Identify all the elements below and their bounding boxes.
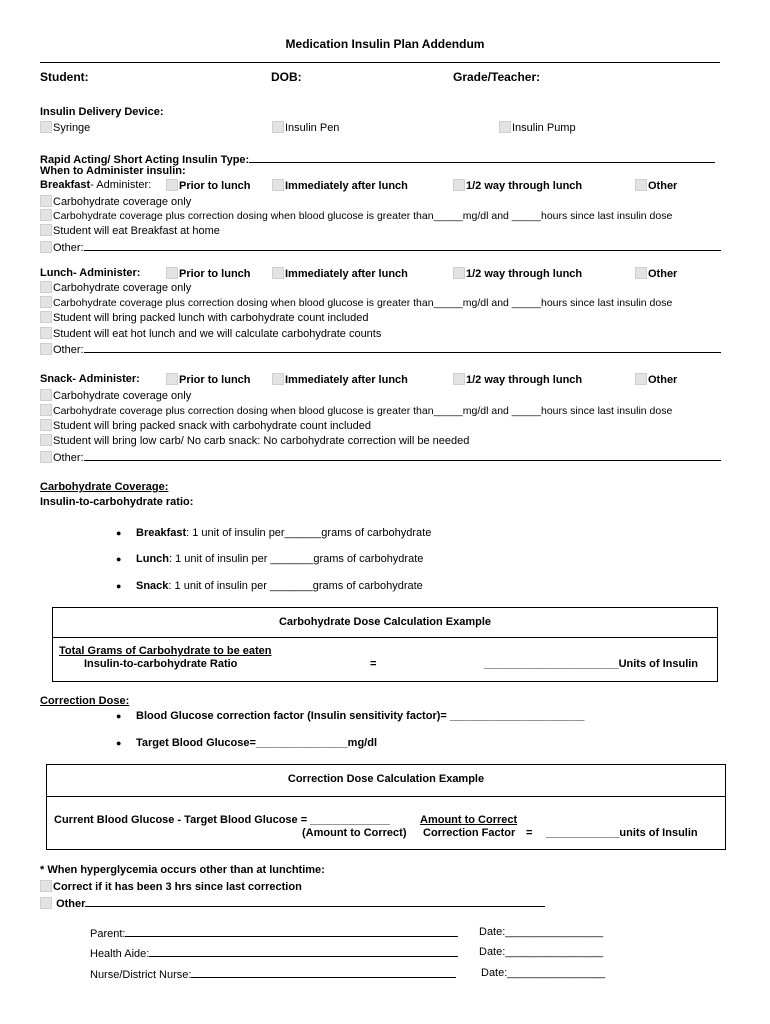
rapid-acting-label: Rapid Acting/ Short Acting Insulin Type: (40, 152, 715, 167)
carb-breakfast-item: Breakfast: 1 unit of insulin per______grams of carbohydrate (136, 527, 432, 539)
carb-ratio-label: Insulin-to-carbohydrate ratio: (40, 496, 194, 508)
grade-teacher-label: Grade/Teacher: (453, 70, 541, 84)
title-divider (40, 62, 720, 63)
correction-example-numerator: Amount to Correct (420, 814, 518, 826)
target-glucose-item: Target Blood Glucose=_______________mg/dl (136, 737, 377, 749)
lunch-option[interactable]: Carbohydrate coverage only (40, 281, 191, 295)
correction-heading: Correction Dose: (40, 695, 130, 707)
checkbox[interactable] (40, 121, 52, 133)
carb-example-equals: = (370, 658, 377, 670)
snack-immediately[interactable]: Immediately after lunch (272, 373, 408, 387)
lunch-halfway[interactable]: 1/2 way through lunch (453, 267, 582, 281)
hyperglycemia-heading: * When hyperglycemia occurs other than at lunchtime: (40, 864, 325, 876)
correction-example-equals: = (526, 827, 533, 839)
snack-other[interactable]: Other (635, 373, 677, 387)
snack-halfway[interactable]: 1/2 way through lunch (453, 373, 582, 387)
carb-example-numerator: Total Grams of Carbohydrate to be eaten (59, 645, 272, 657)
carb-lunch-item: Lunch: 1 unit of insulin per _______grams of carbohydrate (136, 553, 424, 565)
breakfast-halfway[interactable]: 1/2 way through lunch (453, 179, 582, 193)
snack-option[interactable]: Carbohydrate coverage plus correction dosing when blood glucose is greater than_____mg/dl and _____hours since last insulin dose (40, 404, 672, 418)
signature-nurse[interactable]: Nurse/District Nurse: (90, 967, 456, 982)
bullet-icon: ● (116, 528, 122, 538)
lunch-label: Lunch- Administer: (40, 267, 141, 279)
breakfast-prior[interactable]: Prior to lunch (166, 179, 251, 193)
bullet-icon: ● (116, 711, 122, 721)
bullet-icon: ● (116, 738, 122, 748)
page-title: Medication Insulin Plan Addendum (285, 37, 485, 51)
lunch-option[interactable]: Student will eat hot lunch and we will calculate carbohydrate counts (40, 327, 381, 341)
carb-snack-item: Snack: 1 unit of insulin per _______grams of carbohydrate (136, 580, 423, 592)
correction-example-result: ____________units of Insulin (546, 827, 698, 839)
dob-label: DOB: (271, 70, 302, 84)
rapid-acting-input[interactable] (249, 152, 715, 163)
breakfast-label: Breakfast- Administer: (40, 179, 152, 191)
lunch-prior[interactable]: Prior to lunch (166, 267, 251, 281)
snack-option[interactable]: Student will bring packed snack with carbohydrate count included (40, 419, 371, 433)
carb-example-title: Carbohydrate Dose Calculation Example (278, 616, 492, 628)
breakfast-other[interactable]: Other (635, 179, 677, 193)
lunch-option[interactable]: Student will bring packed lunch with carbohydrate count included (40, 311, 369, 325)
lunch-other[interactable]: Other (635, 267, 677, 281)
device-label: Insulin Delivery Device: (40, 106, 164, 118)
snack-option[interactable]: Student will bring low carb/ No carb snack: No carbohydrate correction will be needed (40, 434, 469, 448)
breakfast-immediately[interactable]: Immediately after lunch (272, 179, 408, 193)
date-parent[interactable]: Date:________________ (479, 926, 604, 938)
date-health-aide[interactable]: Date:________________ (479, 946, 604, 958)
lunch-option[interactable]: Carbohydrate coverage plus correction dosing when blood glucose is greater than_____mg/dl and _____hours since last insulin dose (40, 296, 672, 310)
student-label: Student: (40, 70, 89, 84)
signature-parent[interactable]: Parent: (90, 926, 458, 941)
breakfast-option[interactable]: Student will eat Breakfast at home (40, 224, 220, 238)
correction-example-title: Correction Dose Calculation Example (287, 773, 485, 785)
bullet-icon: ● (116, 581, 122, 591)
snack-option-other[interactable]: Other: (40, 450, 721, 465)
correction-example-amount-label: (Amount to Correct) (302, 827, 407, 839)
device-pump[interactable]: Insulin Pump (499, 121, 576, 135)
correction-factor-item: Blood Glucose correction factor (Insulin sensitivity factor)= ______________________ (136, 710, 585, 722)
snack-option[interactable]: Carbohydrate coverage only (40, 389, 191, 403)
checkbox[interactable] (272, 121, 284, 133)
bullet-icon: ● (116, 554, 122, 564)
date-nurse[interactable]: Date:________________ (481, 967, 606, 979)
signature-health-aide[interactable]: Health Aide: (90, 946, 458, 961)
carb-example-result: ______________________Units of Insulin (484, 658, 699, 670)
carb-example-denominator: Insulin-to-carbohydrate Ratio (84, 658, 238, 670)
lunch-option-other[interactable]: Other: (40, 342, 721, 357)
carb-coverage-heading: Carbohydrate Coverage: (40, 481, 169, 493)
snack-prior[interactable]: Prior to lunch (166, 373, 251, 387)
device-syringe[interactable]: Syringe (40, 121, 90, 135)
hyper-other-option[interactable]: Other (40, 896, 545, 911)
snack-label: Snack- Administer: (40, 373, 140, 385)
when-to-administer-label: When to Administer insulin: (40, 165, 186, 177)
correction-example-denominator: Correction Factor (423, 827, 516, 839)
breakfast-option[interactable]: Carbohydrate coverage only (40, 195, 191, 209)
hyper-correct-option[interactable]: Correct if it has been 3 hrs since last correction (40, 880, 302, 894)
device-pen[interactable]: Insulin Pen (272, 121, 339, 135)
breakfast-option[interactable]: Carbohydrate coverage plus correction dosing when blood glucose is greater than_____mg/dl and _____hours since last insulin dose (40, 209, 672, 223)
checkbox[interactable] (499, 121, 511, 133)
correction-example-left: Current Blood Glucose - Target Blood Glucose = _____________ (54, 814, 390, 826)
breakfast-option-other[interactable]: Other: (40, 240, 721, 255)
lunch-immediately[interactable]: Immediately after lunch (272, 267, 408, 281)
